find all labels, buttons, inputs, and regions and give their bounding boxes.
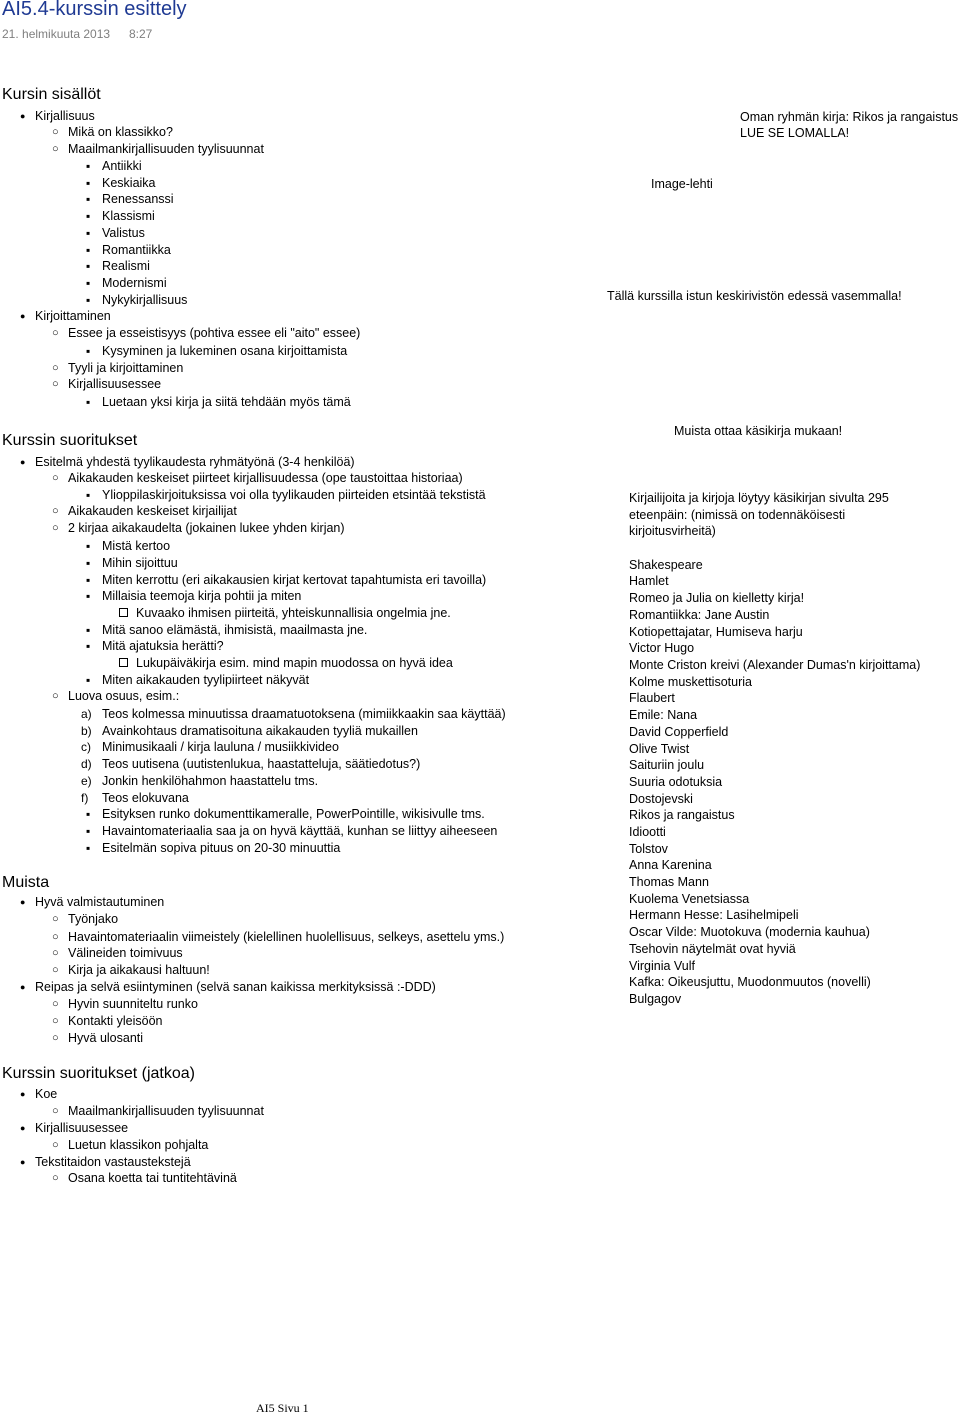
side-note: Oscar Vilde: Muotokuva (modernia kauhua): [629, 925, 870, 939]
side-note: Kotiopettajatar, Humiseva harju: [629, 625, 803, 639]
side-note: LUE SE LOMALLA!: [740, 126, 850, 140]
side-note: Thomas Mann: [629, 875, 709, 889]
list-marker: ▪: [86, 824, 91, 838]
side-note: kirjoitusvirheitä): [629, 524, 716, 538]
list-item: Työnjako: [68, 912, 119, 926]
list-marker: ●: [20, 1157, 26, 1167]
list-item: Klassismi: [102, 209, 155, 223]
list-item: Mihin sijoittuu: [102, 556, 178, 570]
list-marker: ○: [52, 505, 59, 517]
list-item: Millaisia teemoja kirja pohtii ja miten: [102, 589, 302, 603]
side-note: Emile: Nana: [629, 708, 698, 722]
list-item: Kysyminen ja lukeminen osana kirjoittamista: [102, 344, 348, 358]
list-item: Kontakti yleisöön: [68, 1014, 163, 1028]
side-note: Flaubert: [629, 691, 675, 705]
list-item: Aikakauden keskeiset kirjailijat: [68, 504, 237, 518]
page-title: AI5.4-kurssin esittely: [2, 0, 187, 20]
list-marker: ○: [52, 327, 59, 339]
list-marker: ○: [52, 1032, 59, 1044]
list-marker: d): [81, 757, 92, 771]
list-item: Maailmankirjallisuuden tyylisuunnat: [68, 142, 264, 156]
list-item: Luova osuus, esim.:: [68, 689, 180, 703]
side-note: Kirjailijoita ja kirjoja löytyy käsikirjan sivulta 295: [629, 491, 889, 505]
list-item: Keskiaika: [102, 176, 156, 190]
list-marker: ▪: [86, 623, 91, 637]
list-item: Valistus: [102, 226, 145, 240]
list-marker: ▪: [86, 344, 91, 358]
list-item: Jonkin henkilöhahmon haastattelu tms.: [102, 774, 319, 788]
list-item: Mistä kertoo: [102, 539, 171, 553]
list-item: Nykykirjallisuus: [102, 293, 188, 307]
list-marker: a): [81, 707, 92, 721]
list-marker: ●: [20, 457, 26, 467]
list-item: Modernismi: [102, 276, 167, 290]
list-marker: ●: [20, 111, 26, 121]
section-heading: Kurssin suoritukset: [2, 432, 138, 449]
side-note: Suuria odotuksia: [629, 775, 723, 789]
list-item: Mitä sanoo elämästä, ihmisistä, maailmasta jne.: [102, 623, 368, 637]
list-marker: ○: [52, 1172, 59, 1184]
list-item: Koe: [35, 1087, 58, 1101]
list-marker: ▪: [86, 556, 91, 570]
list-item: Kirja ja aikakausi haltuun!: [68, 963, 210, 977]
list-marker: f): [81, 791, 89, 805]
side-note: Hamlet: [629, 574, 669, 588]
side-note: Shakespeare: [629, 558, 703, 572]
list-item: Esityksen runko dokumenttikameralle, PowerPointille, wikisivulle tms.: [102, 807, 485, 821]
side-note: Kolme muskettisoturia: [629, 675, 752, 689]
list-marker: ○: [52, 378, 59, 390]
list-marker: ▪: [86, 159, 91, 173]
list-item: Hyvin suunniteltu runko: [68, 997, 198, 1011]
side-note: Kafka: Oikeusjuttu, Muodonmuutos (novelli): [629, 975, 871, 989]
list-item: Ylioppilaskirjoituksissa voi olla tyylikauden piirteiden etsintää tekstistä: [102, 488, 486, 502]
list-marker: ▪: [86, 226, 91, 240]
list-marker: ○: [52, 964, 59, 976]
side-note: Tolstov: [629, 842, 668, 856]
list-item: Teos elokuvana: [102, 791, 189, 805]
list-marker: b): [81, 724, 92, 738]
list-marker: ▪: [86, 192, 91, 206]
list-item: Mitä ajatuksia herätti?: [102, 639, 224, 653]
list-item: Havaintomateriaalin viimeistely (kielellinen huolellisuus, selkeys, asettelu yms.): [68, 930, 505, 944]
list-item: Mikä on klassikko?: [68, 125, 173, 139]
side-note: Tsehovin näytelmät ovat hyviä: [629, 942, 796, 956]
side-note: Olive Twist: [629, 742, 690, 756]
list-item: Kuvaako ihmisen piirteitä, yhteiskunnallisia ongelmia jne.: [136, 606, 451, 620]
side-note: Monte Criston kreivi (Alexander Dumas'n kirjoittama): [629, 658, 921, 672]
list-marker: [119, 655, 128, 671]
list-item: Hyvä valmistautuminen: [35, 895, 165, 909]
list-marker: ▪: [86, 488, 91, 502]
list-item: Kirjallisuus: [35, 109, 95, 123]
list-item: Romantiikka: [102, 243, 171, 257]
list-item: Teos kolmessa minuutissa draamatuotoksena (mimiikkaakin saa käyttää): [102, 707, 506, 721]
list-marker: [119, 605, 128, 621]
side-note: Kuolema Venetsiassa: [629, 892, 750, 906]
list-marker: ▪: [86, 395, 91, 409]
page-footer: AI5 Sivu 1: [256, 1401, 309, 1415]
list-item: Tekstitaidon vastaustekstejä: [35, 1155, 191, 1169]
side-note: Virginia Vulf: [629, 959, 696, 973]
list-marker: ▪: [86, 589, 91, 603]
list-marker: ○: [52, 931, 59, 943]
side-note: Idiootti: [629, 825, 666, 839]
list-item: Aikakauden keskeiset piirteet kirjallisuudessa (ope taustoittaa historiaa): [68, 471, 463, 485]
list-item: Kirjallisuusessee: [35, 1121, 129, 1135]
list-item: Lukupäiväkirja esim. mind mapin muodossa on hyvä idea: [136, 656, 453, 670]
list-marker: ○: [52, 1015, 59, 1027]
list-marker: ▪: [86, 673, 91, 687]
list-marker: ▪: [86, 573, 91, 587]
side-note: Anna Karenina: [629, 858, 712, 872]
list-marker: ○: [52, 1139, 59, 1151]
side-note: David Copperfield: [629, 725, 729, 739]
list-item: Essee ja esseistisyys (pohtiva essee eli "aito" essee): [68, 326, 361, 340]
list-marker: ▪: [86, 293, 91, 307]
section-heading: Kursin sisällöt: [2, 86, 101, 103]
side-note: Tällä kurssilla istun keskirivistön edessä vasemmalla!: [607, 289, 902, 303]
list-item: Antiikki: [102, 159, 142, 173]
side-note: Dostojevski: [629, 792, 693, 806]
side-note: Romeo ja Julia on kielletty kirja!: [629, 591, 805, 605]
list-marker: ○: [52, 472, 59, 484]
list-marker: ○: [52, 913, 59, 925]
side-note: eteenpäin: (nimissä on todennäköisesti: [629, 508, 846, 522]
list-marker: ●: [20, 1089, 26, 1099]
side-note: Rikos ja rangaistus: [629, 808, 735, 822]
page-date: 21. helmikuuta 2013: [2, 27, 111, 41]
list-marker: ▪: [86, 259, 91, 273]
list-item: Reipas ja selvä esiintyminen (selvä sanan kaikissa merkityksissä :-DDD): [35, 980, 436, 994]
list-item: Renessanssi: [102, 192, 174, 206]
side-note: Oman ryhmän kirja: Rikos ja rangaistus: [740, 110, 959, 124]
list-item: Välineiden toimivuus: [68, 946, 183, 960]
list-item: 2 kirjaa aikakaudelta (jokainen lukee yhden kirjan): [68, 521, 345, 535]
list-marker: ▪: [86, 807, 91, 821]
list-item: Realismi: [102, 259, 150, 273]
list-item: Miten kerrottu (eri aikakausien kirjat kertovat tapahtumista eri tavoilla): [102, 573, 487, 587]
list-marker: ▪: [86, 276, 91, 290]
list-item: Esitelmä yhdestä tyylikaudesta ryhmätyönä (3-4 henkilöä): [35, 455, 355, 469]
list-item: Miten aikakauden tyylipiirteet näkyvät: [102, 673, 310, 687]
side-note: Bulgagov: [629, 992, 682, 1006]
list-marker: ○: [52, 690, 59, 702]
list-marker: ●: [20, 311, 26, 321]
page-time: 8:27: [129, 27, 153, 41]
list-marker: ○: [52, 126, 59, 138]
side-note: Romantiikka: Jane Austin: [629, 608, 770, 622]
list-item: Avainkohtaus dramatisoituna aikakauden tyyliä mukaillen: [102, 724, 418, 738]
list-item: Kirjoittaminen: [35, 309, 111, 323]
list-marker: ▪: [86, 841, 91, 855]
list-item: Minimusikaali / kirja lauluna / musiikkivideo: [102, 740, 339, 754]
list-marker: ○: [52, 947, 59, 959]
list-marker: ○: [52, 522, 59, 534]
list-marker: ▪: [86, 639, 91, 653]
list-marker: e): [81, 774, 92, 788]
list-item: Teos uutisena (uutistenlukua, haastatteluja, säätiedotus?): [102, 757, 421, 771]
list-marker: ▪: [86, 176, 91, 190]
list-item: Luetaan yksi kirja ja siitä tehdään myös tämä: [102, 395, 351, 409]
list-marker: ○: [52, 1105, 59, 1117]
list-marker: ●: [20, 982, 26, 992]
list-item: Hyvä ulosanti: [68, 1031, 144, 1045]
section-heading: Muista: [2, 874, 50, 891]
list-marker: ▪: [86, 539, 91, 553]
list-item: Kirjallisuusessee: [68, 377, 162, 391]
list-item: Esitelmän sopiva pituus on 20-30 minuuttia: [102, 841, 341, 855]
side-note: Victor Hugo: [629, 641, 695, 655]
list-marker: ▪: [86, 209, 91, 223]
side-note: Saituriin joulu: [629, 758, 705, 772]
side-note: Muista ottaa käsikirja mukaan!: [674, 424, 843, 438]
list-marker: ▪: [86, 243, 91, 257]
list-marker: ○: [52, 362, 59, 374]
list-marker: ●: [20, 897, 26, 907]
list-item: Maailmankirjallisuuden tyylisuunnat: [68, 1104, 264, 1118]
list-item: Tyyli ja kirjoittaminen: [68, 361, 184, 375]
list-marker: ○: [52, 998, 59, 1010]
list-marker: c): [81, 740, 91, 754]
list-marker: ●: [20, 1123, 26, 1133]
list-item: Luetun klassikon pohjalta: [68, 1138, 209, 1152]
side-note: Hermann Hesse: Lasihelmipeli: [629, 908, 799, 922]
section-heading: Kurssin suoritukset (jatkoa): [2, 1065, 195, 1082]
list-item: Havaintomateriaalia saa ja on hyvä käyttää, kunhan se liittyy aiheeseen: [102, 824, 498, 838]
side-note: Image-lehti: [651, 177, 713, 191]
list-marker: ○: [52, 143, 59, 155]
list-item: Osana koetta tai tuntitehtävinä: [68, 1171, 237, 1185]
